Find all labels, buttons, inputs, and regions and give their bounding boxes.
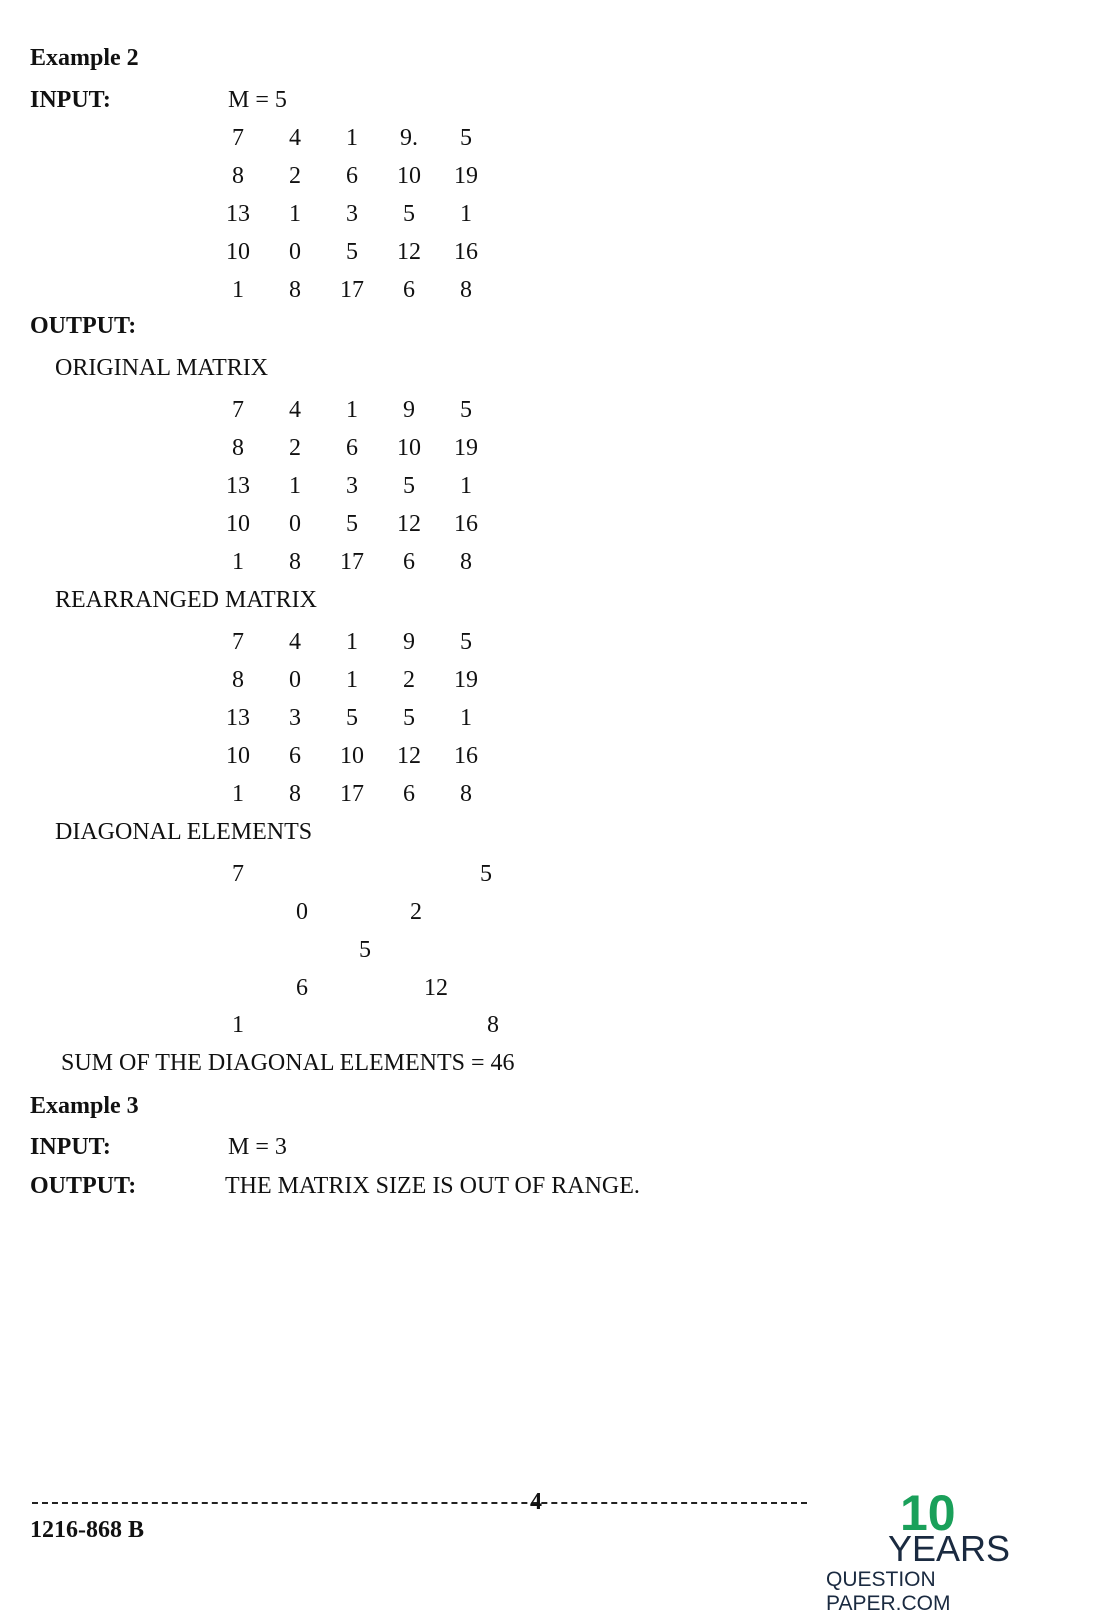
diagonal-value: 5 bbox=[359, 937, 371, 963]
matrix-cell: 17 bbox=[340, 781, 364, 807]
matrix-cell: 8 bbox=[232, 667, 244, 693]
output-message: THE MATRIX SIZE IS OUT OF RANGE. bbox=[225, 1173, 640, 1199]
matrix-cell: 10 bbox=[226, 511, 250, 537]
matrix-cell: 8 bbox=[460, 277, 472, 303]
matrix-cell: 8 bbox=[460, 549, 472, 575]
matrix-cell: 9 bbox=[403, 629, 415, 655]
matrix-size-value: M = 5 bbox=[228, 87, 287, 113]
matrix-cell: 1 bbox=[346, 397, 358, 423]
matrix-cell: 8 bbox=[232, 163, 244, 189]
matrix-cell: 5 bbox=[403, 473, 415, 499]
matrix-cell: 10 bbox=[226, 239, 250, 265]
diagonal-value: 2 bbox=[410, 899, 422, 925]
matrix-cell: 4 bbox=[289, 629, 301, 655]
matrix-cell: 0 bbox=[289, 667, 301, 693]
matrix-cell: 1 bbox=[232, 781, 244, 807]
input-label: INPUT: bbox=[30, 1134, 111, 1160]
matrix-cell: 0 bbox=[289, 511, 301, 537]
matrix-cell: 16 bbox=[454, 743, 478, 769]
matrix-cell: 19 bbox=[454, 667, 478, 693]
matrix-cell: 2 bbox=[289, 163, 301, 189]
matrix-cell: 1 bbox=[289, 201, 301, 227]
matrix-cell: 3 bbox=[289, 705, 301, 731]
matrix-cell: 9 bbox=[403, 397, 415, 423]
matrix-cell: 13 bbox=[226, 705, 250, 731]
output-label: OUTPUT: bbox=[30, 1173, 137, 1199]
matrix-cell: 12 bbox=[397, 511, 421, 537]
matrix-cell: 19 bbox=[454, 435, 478, 461]
matrix-cell: 12 bbox=[397, 239, 421, 265]
matrix-cell: 5 bbox=[346, 705, 358, 731]
matrix-cell: 5 bbox=[460, 629, 472, 655]
matrix-cell: 5 bbox=[346, 511, 358, 537]
matrix-cell: 2 bbox=[403, 667, 415, 693]
diagonal-value: 12 bbox=[424, 975, 448, 1001]
matrix-cell: 1 bbox=[232, 549, 244, 575]
matrix-cell: 1 bbox=[232, 277, 244, 303]
matrix-cell: 1 bbox=[346, 125, 358, 151]
matrix-cell: 16 bbox=[454, 511, 478, 537]
matrix-cell: 3 bbox=[346, 201, 358, 227]
matrix-cell: 12 bbox=[397, 743, 421, 769]
matrix-cell: 1 bbox=[460, 705, 472, 731]
matrix-cell: 16 bbox=[454, 239, 478, 265]
logo-number: 10 bbox=[900, 1485, 956, 1541]
matrix-cell: 10 bbox=[397, 163, 421, 189]
matrix-cell: 5 bbox=[460, 125, 472, 151]
matrix-cell: 5 bbox=[403, 705, 415, 731]
matrix-cell: 10 bbox=[226, 743, 250, 769]
diagonal-value: 7 bbox=[232, 861, 244, 887]
rearranged-matrix-label: REARRANGED MATRIX bbox=[55, 587, 318, 613]
logo-word: YEARS bbox=[888, 1528, 1011, 1569]
matrix-cell: 17 bbox=[340, 277, 364, 303]
matrix-cell: 1 bbox=[460, 473, 472, 499]
matrix-cell: 6 bbox=[346, 435, 358, 461]
watermark-logo bbox=[826, 1485, 1056, 1615]
matrix-cell: 3 bbox=[346, 473, 358, 499]
matrix-cell: 5 bbox=[460, 397, 472, 423]
logo-site: QUESTION PAPER.COM bbox=[826, 1568, 951, 1615]
matrix-cell: 17 bbox=[340, 549, 364, 575]
matrix-cell: 7 bbox=[232, 397, 244, 423]
matrix-cell: 8 bbox=[460, 781, 472, 807]
matrix-cell: 8 bbox=[289, 781, 301, 807]
matrix-cell: 10 bbox=[340, 743, 364, 769]
original-matrix-label: ORIGINAL MATRIX bbox=[55, 355, 269, 381]
diagonal-value: 6 bbox=[296, 975, 308, 1001]
matrix-cell: 13 bbox=[226, 473, 250, 499]
matrix-cell: 10 bbox=[397, 435, 421, 461]
matrix-cell: 1 bbox=[346, 629, 358, 655]
matrix-cell: 4 bbox=[289, 397, 301, 423]
matrix-cell: 1 bbox=[460, 201, 472, 227]
matrix-size-value: M = 3 bbox=[228, 1134, 287, 1160]
input-label: INPUT: bbox=[30, 87, 111, 113]
matrix-cell: 5 bbox=[346, 239, 358, 265]
diagonal-elements-label: DIAGONAL ELEMENTS bbox=[55, 819, 313, 845]
matrix-cell: 9. bbox=[400, 125, 418, 151]
matrix-cell: 8 bbox=[289, 549, 301, 575]
matrix-cell: 2 bbox=[289, 435, 301, 461]
footer-divider bbox=[32, 1502, 807, 1504]
output-label: OUTPUT: bbox=[30, 313, 137, 339]
matrix-cell: 6 bbox=[289, 743, 301, 769]
example-2-heading: Example 2 bbox=[30, 45, 139, 71]
matrix-cell: 13 bbox=[226, 201, 250, 227]
diagonal-value: 8 bbox=[487, 1012, 499, 1038]
paper-code: 1216-868 B bbox=[30, 1517, 144, 1543]
matrix-cell: 19 bbox=[454, 163, 478, 189]
example-3-heading: Example 3 bbox=[30, 1093, 139, 1119]
matrix-cell: 7 bbox=[232, 125, 244, 151]
matrix-cell: 5 bbox=[403, 201, 415, 227]
matrix-cell: 1 bbox=[346, 667, 358, 693]
matrix-cell: 8 bbox=[289, 277, 301, 303]
matrix-cell: 8 bbox=[232, 435, 244, 461]
matrix-cell: 6 bbox=[403, 549, 415, 575]
diagonal-value: 0 bbox=[296, 899, 308, 925]
diagonal-value: 5 bbox=[480, 861, 492, 887]
matrix-cell: 0 bbox=[289, 239, 301, 265]
matrix-cell: 6 bbox=[346, 163, 358, 189]
matrix-cell: 7 bbox=[232, 629, 244, 655]
matrix-cell: 6 bbox=[403, 781, 415, 807]
matrix-cell: 4 bbox=[289, 125, 301, 151]
matrix-cell: 1 bbox=[289, 473, 301, 499]
page-number: 4 bbox=[530, 1489, 542, 1515]
matrix-cell: 6 bbox=[403, 277, 415, 303]
diagonal-sum-text: SUM OF THE DIAGONAL ELEMENTS = 46 bbox=[61, 1050, 515, 1076]
diagonal-value: 1 bbox=[232, 1012, 244, 1038]
